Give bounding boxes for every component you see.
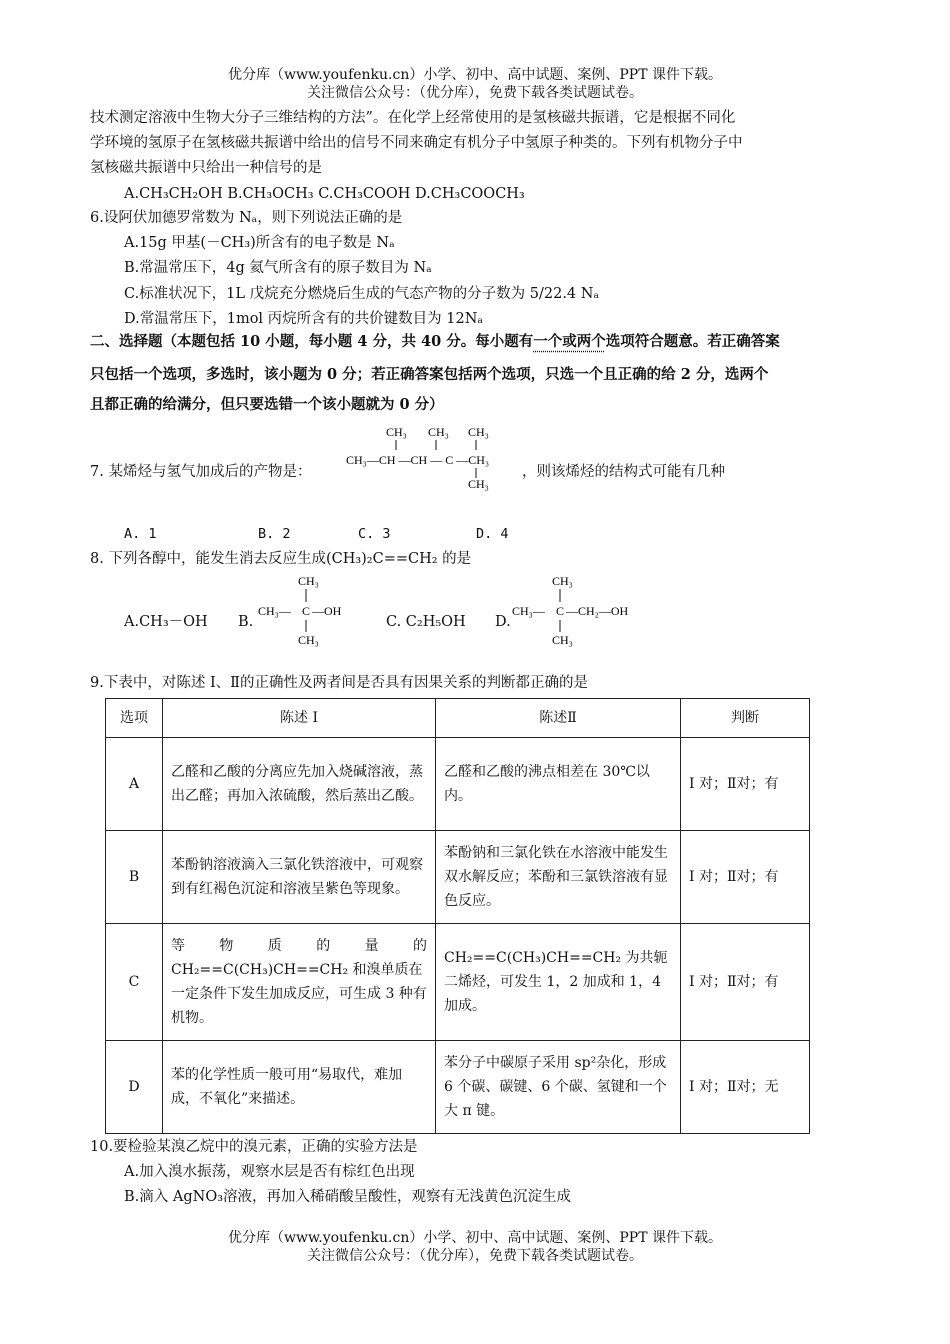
q8b-right: —OH [312, 604, 342, 618]
q9-table [105, 698, 810, 1134]
q7-option-b: B. 2 [258, 526, 291, 542]
section2-emphasis: 一个或两个 [533, 333, 606, 350]
q7-suffix: ，则该烯烃的结构式可能有几种 [522, 464, 725, 480]
q9-row-a-s1: 乙醛和乙酸的分离应先加入烧碱溶液，蒸出乙醛；再加入浓硫酸，然后蒸出乙酸。 [163, 738, 436, 831]
q7-option-d: D. 4 [476, 526, 509, 542]
q9-row-c-judge: I 对；Ⅱ对；有 [681, 924, 810, 1041]
q9-row-a-s2: 乙醛和乙酸的沸点相差在 30℃以内。 [436, 738, 681, 831]
q7-stem: 7. 某烯烃与氢气加成后的产物是： [90, 464, 312, 480]
page-header-line1: 优分库（www.youfenku.cn）小学、初中、高中试题、案例、PPT 课件下载。 [227, 67, 722, 83]
q9-row-d-judge: I 对；Ⅱ对；无 [681, 1041, 810, 1134]
q8b-center: C [302, 604, 311, 618]
q5-options: A.CH₃CH₂OH B.CH₃OCH₃ C.CH₃COOH D.CH₃COOCH₃ [124, 186, 525, 202]
q8b-left: CH₃— [258, 604, 291, 618]
page-header-line2: 关注微信公众号：（优分库），免费下载各类试题试卷。 [307, 85, 643, 101]
q9-row-d-s2: 苯分子中碳原子采用 sp²杂化，形成 6 个碳、碳键、6 个碳、氢键和一个大 π 键。 [436, 1041, 681, 1134]
q7-struct-top2: CH₃ [428, 425, 449, 439]
q9-row-c-s1: CH₂==C(CH₃)CH==CH₂ 和溴单质在一定条件下发生加成反应，可生成 3 种有机物。 [171, 962, 427, 1026]
q9-row-a-option: A [106, 738, 163, 831]
q8-option-a: A.CH₃－OH [124, 614, 208, 630]
q7-struct-top3: CH₃ [468, 425, 489, 439]
q9-header-statement1: 陈述 I [163, 699, 436, 738]
q9-row-b-s1: 苯酚钠溶液滴入三氯化铁溶液中，可观察到有红褐色沉淀和溶液呈紫色等现象。 [163, 831, 436, 924]
q8-option-b-label: B. [238, 614, 254, 630]
q9-row-c-s1-lead: 等 物 质 的 量 的 [171, 938, 427, 954]
q8d-left: CH₃— [512, 604, 545, 618]
q8b-bottom: CH₃ [298, 633, 319, 647]
q9-row-c-option: C [106, 924, 163, 1041]
q8-structure-b [256, 572, 356, 648]
q5-line3: 氢核磁共振谱中只给出一种信号的是 [90, 160, 322, 176]
q7-option-a: A. 1 [124, 526, 157, 542]
table-row [106, 924, 810, 1041]
q10-stem: 10.要检验某溴乙烷中的溴元素，正确的实验方法是 [90, 1139, 418, 1155]
section2-line3: 且都正确的给满分，但只要选错一个该小题就为 0 分） [90, 396, 444, 413]
q8d-bottom: CH₃ [552, 633, 573, 647]
q8d-right: —CH₂—OH [566, 604, 629, 618]
q7-structure [342, 420, 522, 492]
page-footer-line2: 关注微信公众号：（优分库），免费下载各类试题试卷。 [307, 1248, 643, 1264]
q9-row-a-judge: I 对；Ⅱ对；有 [681, 738, 810, 831]
q8d-top: CH₃ [552, 574, 573, 588]
q9-header-option: 选项 [106, 699, 163, 738]
q8b-top: CH₃ [298, 574, 319, 588]
q8-option-c: C. C₂H₅OH [386, 614, 466, 630]
q8-structure-d [510, 572, 660, 648]
q9-row-d-option: D [106, 1041, 163, 1134]
q9-row-c-s2: CH₂==C(CH₃)CH==CH₂ 为共轭二烯烃，可发生 1，2 加成和 1，4 加成。 [436, 924, 681, 1041]
page-footer-line1: 优分库（www.youfenku.cn）小学、初中、高中试题、案例、PPT 课件下载。 [227, 1230, 722, 1246]
section2-line1-a: 二、选择题（本题包括 10 小题，每小题 4 分，共 40 分。每小题有 [90, 333, 534, 350]
q9-row-d-s1: 苯的化学性质一般可用“易取代，难加成，不氧化”来描述。 [163, 1041, 436, 1134]
q9-header-statement2: 陈述Ⅱ [436, 699, 681, 738]
q9-stem: 9.下表中，对陈述 I、Ⅱ的正确性及两者间是否具有因果关系的判断都正确的是 [90, 675, 589, 691]
q7-option-c: C. 3 [358, 526, 391, 542]
table-row [106, 1041, 810, 1134]
table-row [106, 831, 810, 924]
q9-row-c-s1-cell [163, 924, 436, 1041]
q10-option-b: B.滴入 AgNO₃溶液，再加入稀硝酸呈酸性，观察有无浅黄色沉淀生成 [124, 1189, 572, 1205]
section2-line2: 只包括一个选项，多选时，该小题为 0 分；若正确答案包括两个选项，只选一个且正确的给 2 分，选两个 [90, 366, 769, 383]
q8-stem: 8. 下列各醇中，能发生消去反应生成(CH₃)₂C==CH₂ 的是 [90, 551, 472, 567]
q9-row-b-option: B [106, 831, 163, 924]
q7-struct-top1: CH₃ [386, 425, 407, 439]
q6-stem: 6.设阿伏加德罗常数为 Nₐ，则下列说法正确的是 [90, 210, 403, 226]
q8-option-d-label: D. [495, 614, 511, 630]
q6-option-b: B.常温常压下，4g 氦气所含有的原子数目为 Nₐ [124, 260, 432, 276]
q9-header-judgement: 判断 [681, 699, 810, 738]
q7-struct-main: CH₃—CH —CH — C —CH₃ [346, 453, 490, 467]
q10-option-a: A.加入溴水振荡，观察水层是否有棕红色出现 [124, 1164, 415, 1180]
q9-row-b-s2: 苯酚钠和三氯化铁在水溶液中能发生双水解反应；苯酚和三氯铁溶液有显色反应。 [436, 831, 681, 924]
q6-option-d: D.常温常压下，1mol 丙烷所含有的共价键数目为 12Nₐ [124, 311, 484, 327]
table-row [106, 738, 810, 831]
q9-header-row [106, 699, 810, 738]
q9-row-b-judge: I 对；Ⅱ对；有 [681, 831, 810, 924]
q6-option-c: C.标准状况下，1L 戊烷充分燃烧后生成的气态产物的分子数为 5/22.4 Nₐ [124, 286, 600, 302]
q5-line2: 学环境的氢原子在氢核磁共振谱中给出的信号不同来确定有机分子中氢原子种类的。下列有机物分子中 [90, 135, 743, 151]
section2-line1 [90, 332, 780, 352]
q6-option-a: A.15g 甲基(－CH₃)所含有的电子数是 Nₐ [124, 235, 395, 251]
q7-struct-bottom: CH₃ [468, 477, 489, 491]
q5-line1: 技术测定溶液中生物大分子三维结构的方法”。在化学上经常使用的是氢核磁共振谱，它是根据不同化 [90, 110, 736, 126]
q8d-center: C [556, 604, 565, 618]
section2-line1-b: 选项符合题意。若正确答案 [605, 333, 780, 350]
